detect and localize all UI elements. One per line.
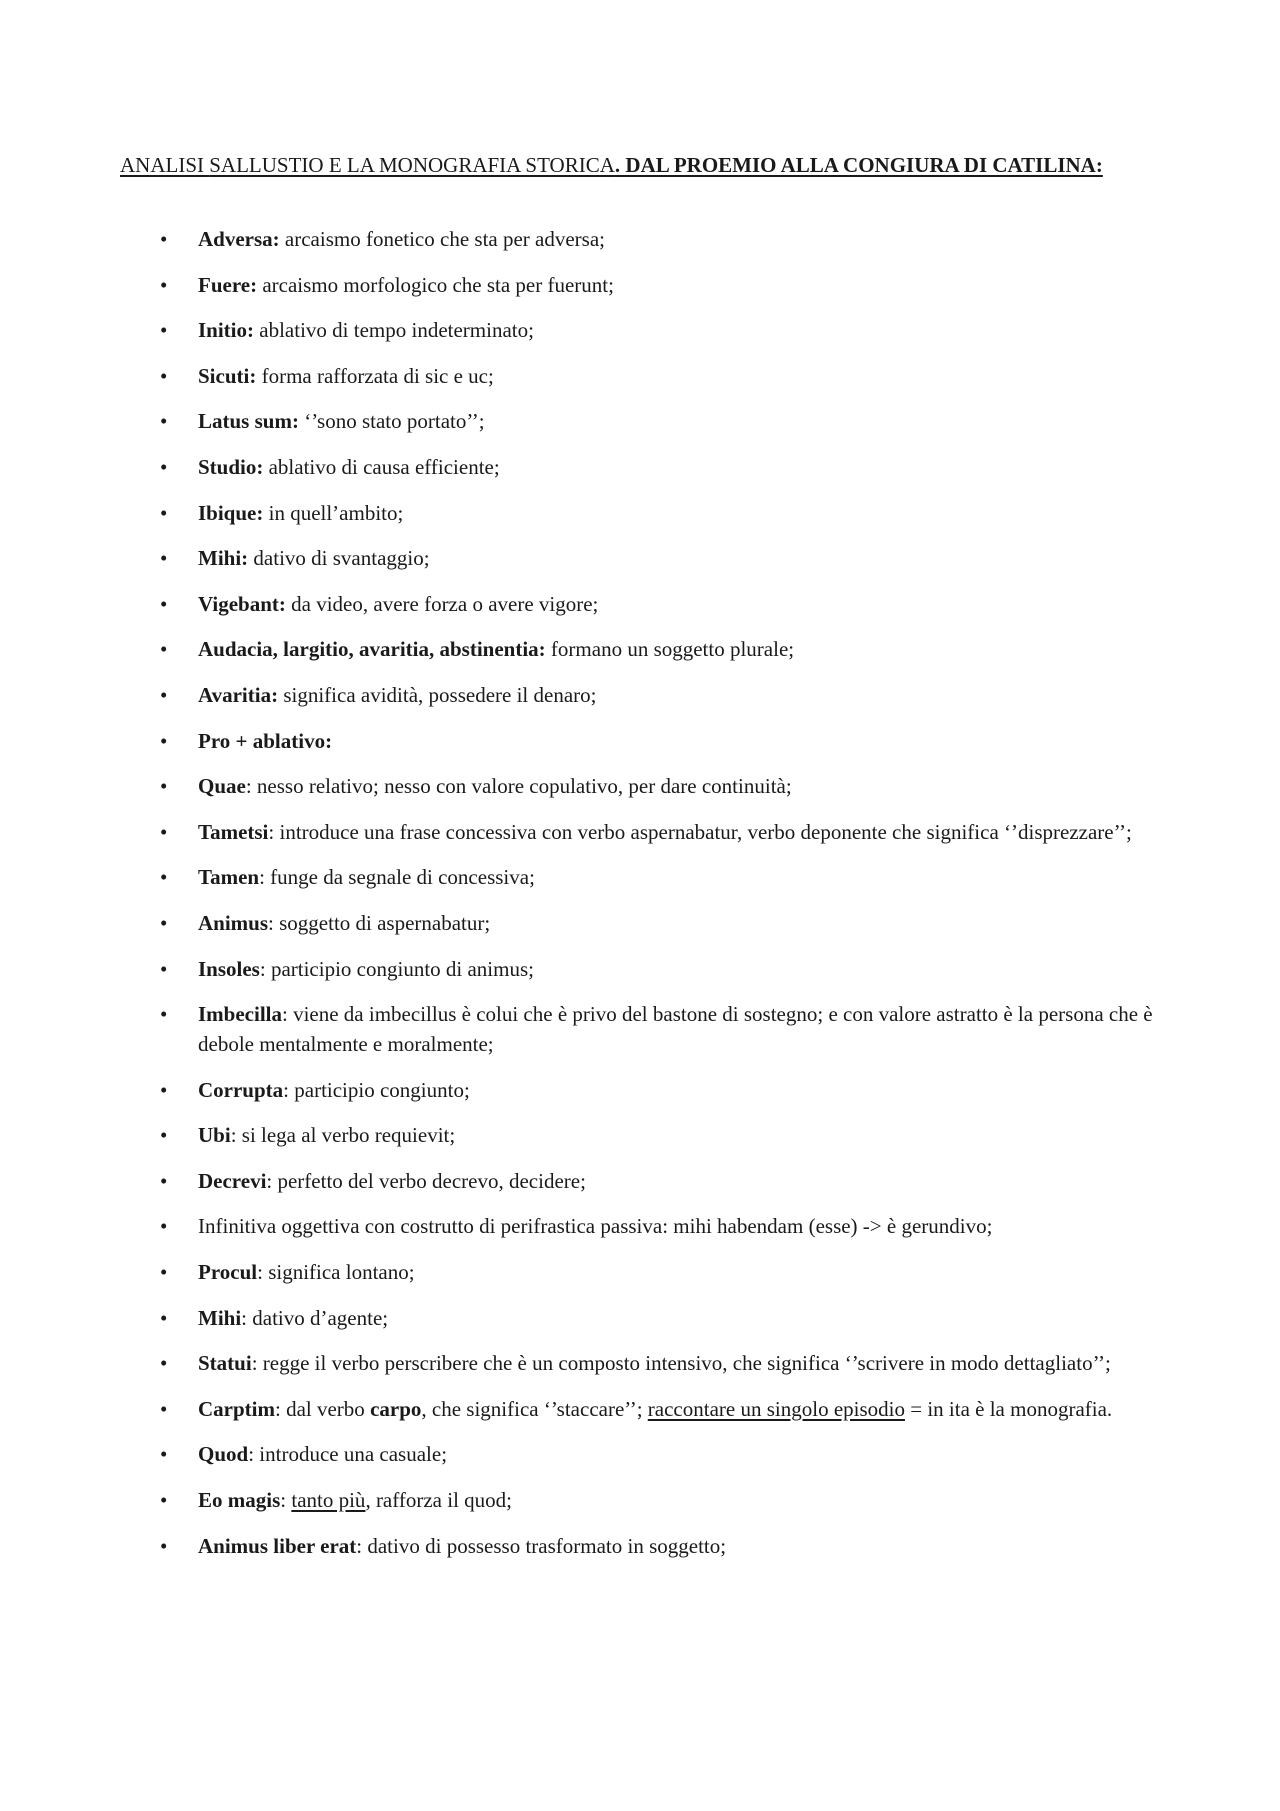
bullet-icon: • — [160, 682, 168, 707]
list-item — [120, 908, 1160, 938]
underlined-text: tanto più — [291, 1488, 366, 1513]
item-text: significa avidità, possedere il denaro; — [278, 682, 597, 707]
item-text: : dativo di possesso trasformato in soggetto; — [356, 1533, 727, 1558]
item-text: : perfetto del verbo decrevo, decidere; — [266, 1168, 586, 1193]
item-text: : participio congiunto; — [283, 1077, 470, 1102]
item-text: forma rafforzata di sic e uc; — [256, 363, 494, 388]
title-part-3: . DAL PROEMIO ALLA CONGIURA DI CATILINA: — [614, 153, 1103, 177]
list-item — [120, 1075, 1160, 1105]
bullet-icon: • — [160, 1351, 168, 1376]
list-item — [120, 589, 1160, 619]
item-text: : soggetto di aspernabatur; — [268, 910, 491, 935]
item-term: Mihi: — [198, 546, 249, 571]
item-text: : introduce una casuale; — [248, 1442, 448, 1467]
list-item — [120, 270, 1160, 300]
bullet-icon: • — [160, 318, 168, 343]
item-term: Imbecilla — [198, 1002, 282, 1027]
item-text: arcaismo morfologico che sta per fuerunt; — [257, 272, 614, 297]
item-term: Statui — [198, 1351, 252, 1376]
item-term: Studio: — [198, 454, 264, 479]
list-item — [120, 1439, 1160, 1469]
item-text: , rafforza il quod; — [365, 1488, 512, 1513]
item-text: , che significa ‘’staccare’’; — [421, 1396, 648, 1421]
list-item — [120, 1531, 1160, 1561]
item-text: formano un soggetto plurale; — [545, 637, 795, 662]
item-text: : significa lontano; — [257, 1260, 415, 1285]
item-text: : viene da imbecillus è colui che è privo del bastone di sostegno; e con valore astratto è la persona che è debole mentalmente e moralmente; — [198, 1002, 1153, 1057]
list-item — [120, 1348, 1160, 1378]
list-item — [120, 498, 1160, 528]
bullet-icon: • — [160, 227, 168, 251]
item-term: Latus sum: — [198, 409, 299, 434]
bullet-icon: • — [160, 1214, 168, 1239]
item-text: : funge da segnale di concessiva; — [259, 865, 535, 890]
item-term: Decrevi — [198, 1168, 267, 1193]
item-term: Ubi — [198, 1123, 231, 1148]
bullet-icon: • — [160, 363, 168, 388]
item-term: Initio: — [198, 318, 255, 343]
list-item — [120, 406, 1160, 436]
item-term: Vigebant: — [198, 591, 286, 616]
item-text: in quell’ambito; — [263, 500, 404, 525]
list-item — [120, 224, 1160, 254]
item-text: : si lega al verbo requievit; — [230, 1123, 456, 1148]
bullet-icon: • — [160, 500, 168, 525]
item-term: Ibique: — [198, 500, 264, 525]
list-item — [120, 726, 1160, 756]
list-item — [120, 999, 1160, 1059]
item-term: Animus — [198, 910, 269, 935]
item-term: Pro + ablativo: — [198, 728, 333, 753]
list-item — [120, 634, 1160, 664]
item-text: da video, avere forza o avere vigore; — [285, 591, 599, 616]
title-part-2: SALLUSTIO E LA MONOGRAFIA STORICA — [209, 153, 615, 177]
list-item — [120, 315, 1160, 345]
item-text: dativo di svantaggio; — [248, 546, 430, 571]
list-item — [120, 862, 1160, 892]
bullet-icon: • — [160, 546, 168, 571]
item-text: Infinitiva oggettiva con costrutto di perifrastica passiva: mihi habendam (esse) -> è gerundivo; — [198, 1214, 993, 1239]
item-term: Insoles — [198, 956, 260, 981]
item-text: : nesso relativo; nesso con valore copulativo, per dare continuità; — [245, 774, 792, 799]
bullet-icon: • — [160, 1168, 168, 1193]
item-text: arcaismo fonetico che sta per adversa; — [279, 227, 606, 251]
list-item — [120, 361, 1160, 391]
bullet-icon: • — [160, 1305, 168, 1330]
list-item — [120, 543, 1160, 573]
bullet-icon: • — [160, 454, 168, 479]
list-item — [120, 1120, 1160, 1150]
glossary-list — [120, 224, 1160, 1576]
list-item — [120, 1211, 1160, 1241]
bullet-icon: • — [160, 1077, 168, 1102]
bullet-icon: • — [160, 774, 168, 799]
item-term: Sicuti: — [198, 363, 257, 388]
bullet-icon: • — [160, 910, 168, 935]
item-term: Procul — [198, 1260, 258, 1285]
list-item — [120, 452, 1160, 482]
bullet-icon: • — [160, 819, 168, 844]
bullet-icon: • — [160, 1260, 168, 1285]
bullet-icon: • — [160, 1002, 168, 1027]
bullet-icon: • — [160, 1123, 168, 1148]
item-term: Mihi — [198, 1305, 242, 1330]
item-text: : introduce una frase concessiva con verbo aspernabatur, verbo deponente che significa ‘’disprezzare’’; — [268, 819, 1132, 844]
bullet-icon: • — [160, 728, 168, 753]
item-term: Corrupta — [198, 1077, 284, 1102]
item-term: Tamen — [198, 865, 260, 890]
item-text: : regge il verbo perscribere che è un composto intensivo, che significa ‘’scrivere in modo dettagliato’’; — [251, 1351, 1111, 1376]
item-term: Tametsi — [198, 819, 269, 844]
bullet-icon: • — [160, 1533, 168, 1558]
bullet-icon: • — [160, 409, 168, 434]
item-term: Carptim — [198, 1396, 275, 1421]
item-text: : — [280, 1488, 292, 1513]
document-title — [120, 150, 1150, 180]
item-term: Animus liber erat — [198, 1533, 357, 1558]
item-term: Avaritia: — [198, 682, 279, 707]
bullet-icon: • — [160, 865, 168, 890]
list-item — [120, 771, 1160, 801]
bullet-icon: • — [160, 272, 168, 297]
bullet-icon: • — [160, 1442, 168, 1467]
list-item — [120, 1394, 1160, 1424]
title-part-1: ANALISI — [120, 153, 210, 177]
item-text: ablativo di causa efficiente; — [263, 454, 500, 479]
bullet-icon: • — [160, 1488, 168, 1513]
list-item — [120, 954, 1160, 984]
item-term: Fuere: — [198, 272, 258, 297]
list-item — [120, 1485, 1160, 1515]
item-term: Quod — [198, 1442, 249, 1467]
list-item — [120, 817, 1160, 847]
item-text: : dativo d’agente; — [241, 1305, 389, 1330]
item-text: : participio congiunto di animus; — [259, 956, 534, 981]
list-item — [120, 1166, 1160, 1196]
item-text: ablativo di tempo indeterminato; — [254, 318, 534, 343]
item-term-inline: carpo — [370, 1396, 422, 1421]
item-term: Adversa: — [198, 227, 280, 251]
item-term: Eo magis — [198, 1488, 281, 1513]
bullet-icon: • — [160, 956, 168, 981]
item-term: Audacia, largitio, avaritia, abstinentia: — [198, 637, 546, 662]
item-text: : dal verbo — [275, 1396, 371, 1421]
bullet-icon: • — [160, 1396, 168, 1421]
bullet-icon: • — [160, 637, 168, 662]
underlined-text: raccontare un singolo episodio — [647, 1396, 905, 1421]
item-text: = in ita è la monografia. — [904, 1396, 1113, 1421]
list-item — [120, 1303, 1160, 1333]
list-item — [120, 680, 1160, 710]
bullet-icon: • — [160, 591, 168, 616]
item-text: ‘’sono stato portato’’; — [298, 409, 485, 434]
item-term: Quae — [198, 774, 246, 799]
list-item — [120, 1257, 1160, 1287]
